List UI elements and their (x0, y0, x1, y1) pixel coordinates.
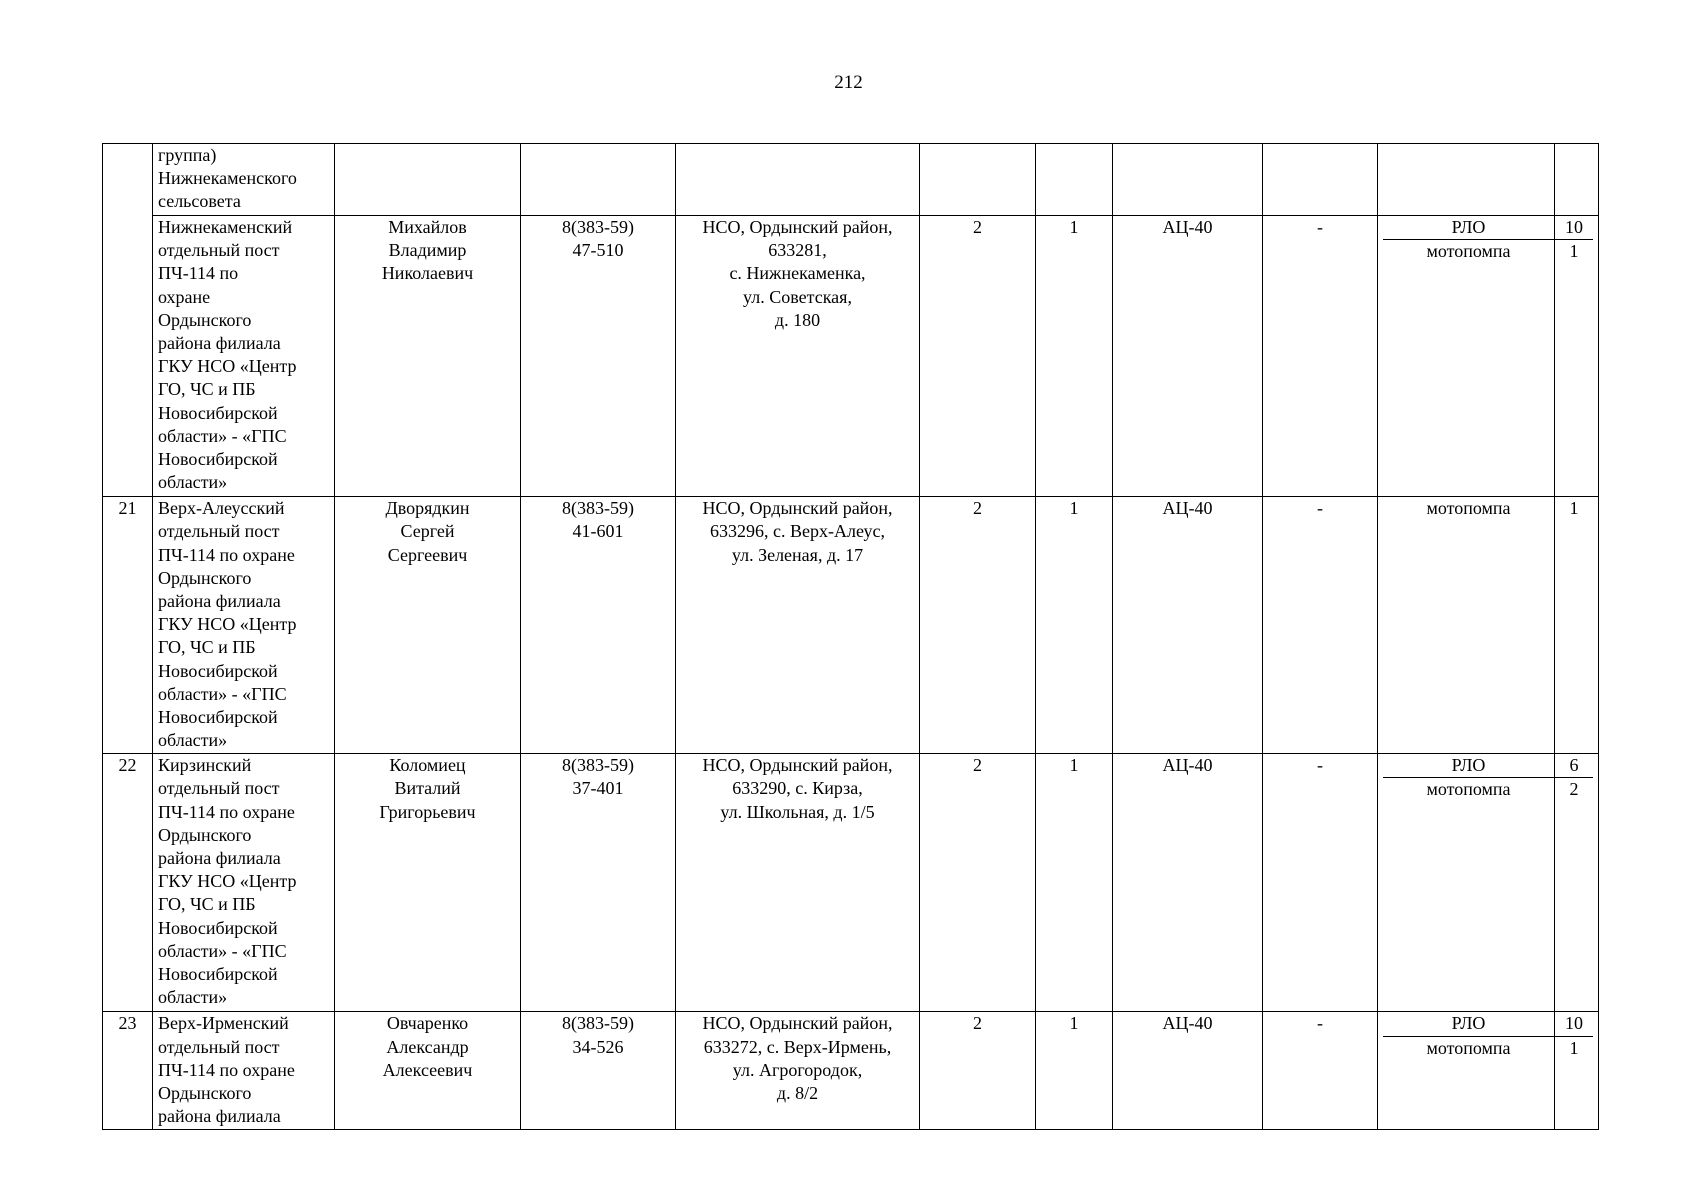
cell-address: НСО, Ордынский район, 633290, с. Кирза, ул. Школьная, д. 1/5 (676, 754, 920, 1012)
cell-vehicle: АЦ-40 (1113, 1012, 1263, 1129)
cell-c1: 2 (920, 497, 1036, 754)
cell-vehicle: АЦ-40 (1113, 216, 1263, 497)
cell-org: Нижнекаменский отдельный пост ПЧ-114 по охране Ордынского района филиала ГКУ НСО «Центр ГО, ЧС и ПБ Новосибирской области» - «ГПС Новосибирской области» (153, 216, 335, 497)
table-row-fragment (103, 144, 1599, 216)
cell-address: НСО, Ордынский район, 633272, с. Верх-Ирмень, ул. Агрогородок, д. 8/2 (676, 1012, 920, 1129)
table-row (103, 1012, 1599, 1129)
equipment-item: РЛО 10 (1383, 1012, 1593, 1036)
cell-vehicle (1113, 144, 1263, 216)
cell-c1: 2 (920, 216, 1036, 497)
cell-c1: 2 (920, 1012, 1036, 1129)
cell-head: Михайлов Владимир Николаевич (335, 216, 521, 497)
cell-equipment (1378, 497, 1599, 754)
cell-num (103, 144, 153, 497)
page-number: 212 (834, 72, 863, 93)
cell-org: Верх-Алеусский отдельный пост ПЧ-114 по охране Ордынского района филиала ГКУ НСО «Центр ГО, ЧС и ПБ Новосибирской области» - «ГПС Новосибирской области» (153, 497, 335, 754)
table-row (103, 216, 1599, 497)
equipment-item: мотопомпа 1 (1383, 497, 1593, 753)
equipment-item: мотопомпа 1 (1383, 1037, 1593, 1129)
cell-phone: 8(383-59) 47-510 (521, 216, 676, 497)
equipment-item: РЛО 10 (1383, 216, 1593, 240)
cell-head: Коломиец Виталий Григорьевич (335, 754, 521, 1012)
cell-c1 (920, 144, 1036, 216)
table-row (103, 754, 1599, 1012)
cell-equipment (1378, 144, 1599, 216)
cell-head: Овчаренко Александр Алексеевич (335, 1012, 521, 1129)
equipment-item: мотопомпа 2 (1383, 778, 1593, 1011)
fire-stations-table (102, 143, 1599, 1130)
cell-dash: - (1263, 497, 1378, 754)
cell-phone (521, 144, 676, 216)
cell-head (335, 144, 521, 216)
equipment-item: РЛО 6 (1383, 754, 1593, 778)
cell-c2: 1 (1036, 216, 1113, 497)
cell-dash (1263, 144, 1378, 216)
cell-org: Кирзинский отдельный пост ПЧ-114 по охране Ордынского района филиала ГКУ НСО «Центр ГО, ЧС и ПБ Новосибирской области» - «ГПС Новосибирской области» (153, 754, 335, 1012)
cell-org: Верх-Ирменский отдельный пост ПЧ-114 по охране Ордынского района филиала (153, 1012, 335, 1129)
cell-phone: 8(383-59) 37-401 (521, 754, 676, 1012)
cell-c2: 1 (1036, 497, 1113, 754)
cell-vehicle: АЦ-40 (1113, 497, 1263, 754)
cell-equipment (1378, 1012, 1599, 1129)
cell-dash: - (1263, 754, 1378, 1012)
cell-head: Дворядкин Сергей Сергеевич (335, 497, 521, 754)
cell-num: 23 (103, 1012, 153, 1129)
equipment-item: мотопомпа 1 (1383, 240, 1593, 496)
cell-num: 21 (103, 497, 153, 754)
cell-address (676, 144, 920, 216)
cell-c1: 2 (920, 754, 1036, 1012)
cell-vehicle: АЦ-40 (1113, 754, 1263, 1012)
cell-c2 (1036, 144, 1113, 216)
cell-equipment (1378, 216, 1599, 497)
table-row (103, 497, 1599, 754)
cell-dash: - (1263, 216, 1378, 497)
cell-c2: 1 (1036, 754, 1113, 1012)
cell-c2: 1 (1036, 1012, 1113, 1129)
cell-dash: - (1263, 1012, 1378, 1129)
cell-address: НСО, Ордынский район, 633296, с. Верх-Алеус, ул. Зеленая, д. 17 (676, 497, 920, 754)
cell-address: НСО, Ордынский район, 633281, с. Нижнекаменка, ул. Советская, д. 180 (676, 216, 920, 497)
cell-org: группа) Нижнекаменского сельсовета (153, 144, 335, 216)
cell-phone: 8(383-59) 34-526 (521, 1012, 676, 1129)
cell-phone: 8(383-59) 41-601 (521, 497, 676, 754)
cell-num: 22 (103, 754, 153, 1012)
cell-equipment (1378, 754, 1599, 1012)
